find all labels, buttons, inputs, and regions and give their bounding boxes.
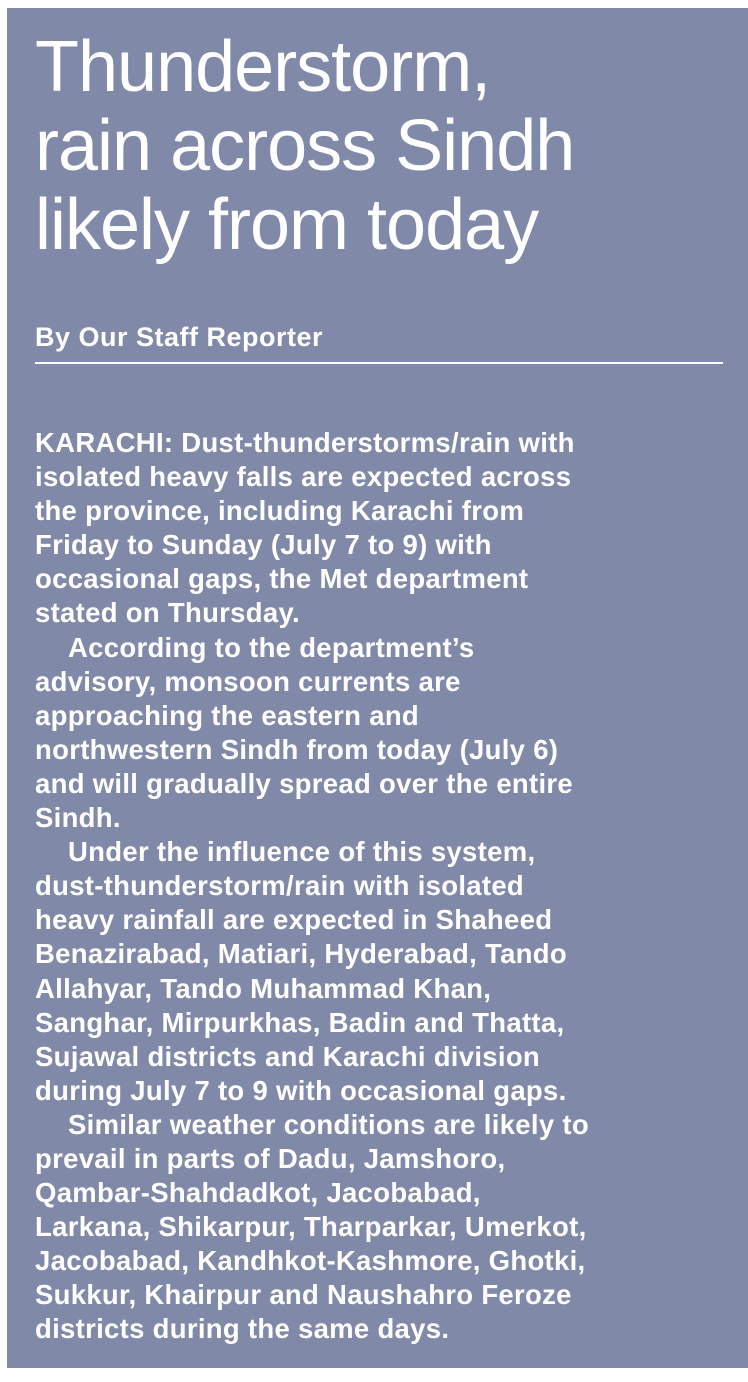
headline (35, 28, 735, 265)
body-line: northwestern Sindh from today (July 6) (35, 733, 559, 765)
body-line: dust-thunderstorm/rain with isolated (35, 870, 525, 902)
body-line: Qambar-Shahdadkot, Jacobabad, (35, 1177, 481, 1209)
paragraph-first-line: Similar weather conditions are likely to (68, 1108, 589, 1140)
body-line: the province, including Karachi from (35, 495, 525, 527)
headline-line: rain across Sindh (35, 106, 575, 186)
body-line: stated on Thursday. (35, 597, 300, 629)
body-line: Sukkur, Khairpur and Naushahro Feroze (35, 1279, 572, 1311)
body-line: KARACHI: Dust-thunderstorms/rain with (35, 427, 575, 458)
body-line: Friday to Sunday (July 7 to 9) with (35, 529, 492, 561)
body-line: during July 7 to 9 with occasional gaps. (35, 1074, 567, 1106)
paragraph-first-line: According to the department’s (68, 631, 475, 663)
body-line: occasional gaps, the Met department (35, 563, 529, 595)
headline-line: likely from today (35, 185, 539, 265)
body-line: Sindh. (35, 802, 121, 834)
body-line: Benazirabad, Matiari, Hyderabad, Tando (35, 938, 567, 970)
body-line: and will gradually spread over the entire (35, 767, 574, 799)
body-line: Jacobabad, Kandhkot-Kashmore, Ghotki, (35, 1245, 586, 1277)
body-line: Sanghar, Mirpurkhas, Badin and Thatta, (35, 1006, 565, 1038)
body-line: prevail in parts of Dadu, Jamshoro, (35, 1142, 506, 1174)
body-line: Allahyar, Tando Muhammad Khan, (35, 972, 492, 1004)
body-line: Sujawal districts and Karachi division (35, 1040, 541, 1072)
paragraph-first-line: Under the influence of this system, (68, 836, 536, 868)
byline-divider (35, 362, 723, 364)
article-body (35, 426, 735, 1347)
body-line: districts during the same days. (35, 1313, 450, 1345)
body-line: isolated heavy falls are expected across (35, 461, 572, 493)
body-line: advisory, monsoon currents are (35, 665, 461, 697)
byline: By Our Staff Reporter (35, 322, 324, 352)
headline-line: Thunderstorm, (35, 27, 491, 107)
body-line: approaching the eastern and (35, 699, 420, 731)
body-line: heavy rainfall are expected in Shaheed (35, 904, 553, 936)
news-clipping-panel (7, 8, 748, 1368)
body-line: Larkana, Shikarpur, Tharparkar, Umerkot, (35, 1211, 587, 1243)
